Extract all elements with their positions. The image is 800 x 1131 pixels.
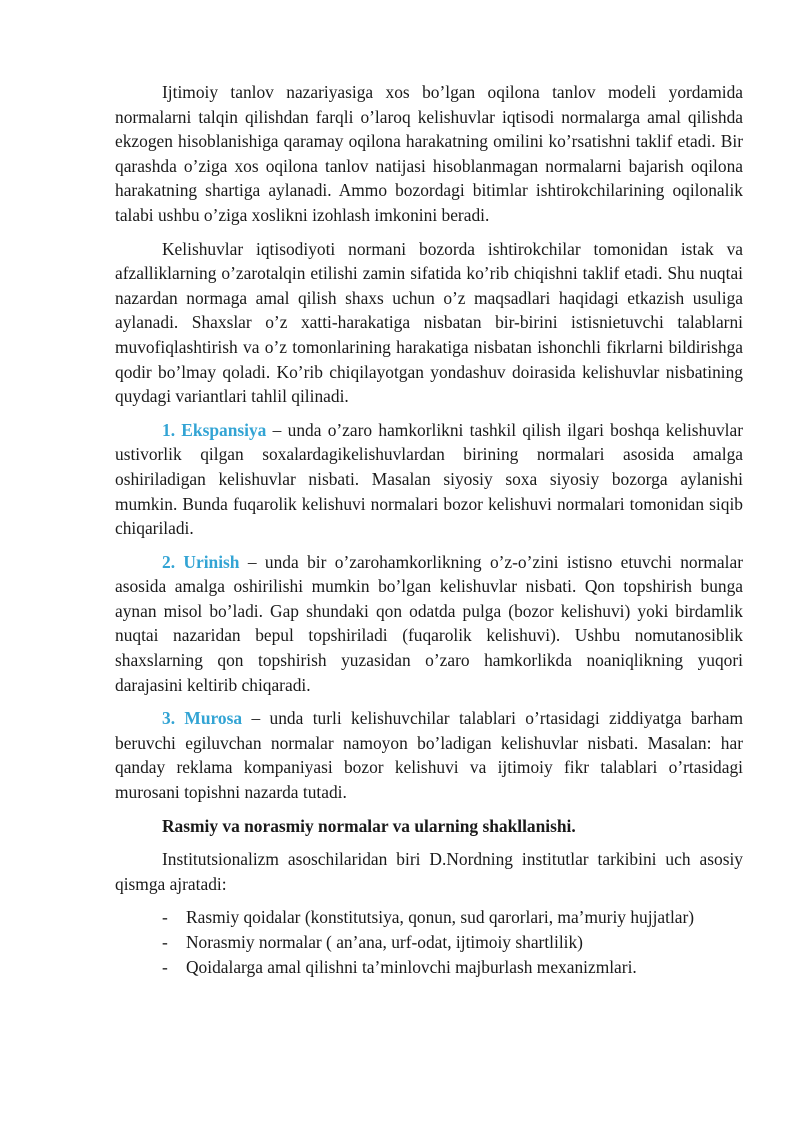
components-list <box>115 905 743 979</box>
list-item-text: Rasmiy qoidalar (konstitutsiya, qonun, sud qarorlari, ma’muriy hujjatlar) <box>186 907 695 928</box>
term-murosa: 3. Murosa <box>162 708 243 729</box>
item-murosa <box>115 706 743 804</box>
list-item <box>162 905 743 930</box>
section-heading: Rasmiy va norasmiy normalar va ularning shakllanishi. <box>162 815 576 836</box>
term-ekspansiya: 1. Ekspansiya <box>162 419 267 440</box>
term-urinish: 2. Urinish <box>162 551 240 572</box>
list-dash: - <box>162 907 168 928</box>
item-ekspansiya <box>115 418 743 541</box>
list-dash: - <box>162 956 168 977</box>
list-item <box>162 930 743 955</box>
paragraph-intro: Ijtimoiy tanlov nazariyasiga xos bo’lgan oqilona tanlov modeli yordamida normalarni talqin qilishdan farqli o’laroq kelishuvlar iqtisodi normalarga amal qilishda ekzogen hisoblanishiga qaramay oqilona harakatning omilini ko’rsatishni taklif etadi. Bir qarashda o’ziga xos oqilona tanlov natijasi hisoblanmagan normalarni bajarish oqilona harakatning shartiga aylanadi. Ammo bozordagi bitimlar ishtirokchilarining oqilonalik talabi ushbu o’ziga xoslikni izohlash imkonini beradi. <box>115 82 743 225</box>
paragraph-institutsionalizm: Institutsionalizm asoschilaridan biri D.Nordning institutlar tarkibini uch asosiy qismga ajratadi: <box>115 849 743 894</box>
paragraph-kelishuvlar: Kelishuvlar iqtisodiyoti normani bozorda ishtirokchilar tomonidan istak va afzalliklarning o’zarotalqin etilishi zamin sifatida ko’rib chiqishni taklif etadi. Shu nuqtai nazardan normaga amal qilish shaxs uchun o’z maqsadlari haqidagi etkazish usuliga aylanadi. Shaxslar o’z xatti-harakatiga nisbatan bir-birini istisnietuvchi talablarni muvofiqlashtirish va o’z tomonlarining harakatiga nisbatan ishonchli fikrlarni bildirishga qodir bo’lmay qoladi. Ko’rib chiqilayotgan yondashuv doirasida kelishuvlar nisbatining quydagi variantlari tahlil qilinadi. <box>115 238 743 407</box>
list-item-text: Qoidalarga amal qilishni ta’minlovchi majburlash mexanizmlari. <box>186 956 637 977</box>
item-urinish-text: – unda bir o’zarohamkorlikning o’z-o’zini istisno etuvchi normalar asosida amalga oshirilishi mumkin bo’lgan kelishuvlar nisbati. Qon topshirish bunga aynan misol bo’ladi. Gap shundaki qon odatda pulga (bozor kelishuvi) yoki birdamlik nuqtai nazaridan bepul topshiriladi (fuqarolik kelishuvi). Ushbu nomutanosiblik shaxslarning qon topshirish yuzasidan o’zaro hamkorlikda noaniqlikning yuqori darajasini keltirib chiqaradi. <box>115 551 743 695</box>
item-ekspansiya-text: – unda o’zaro hamkorlikni tashkil qilish ilgari boshqa kelishuvlar ustivorlik qilgan soxalardagikelishuvlardan birining normalari asosida amalga oshiriladigan kelishuvlar nisbati. Masalan siyosiy soxa siyosiy bozorga aylanishi mumkin. Bunda fuqarolik kelishuvi normalari bozor kelishuvi normalari tomonidan siqib chiqariladi. <box>115 419 743 539</box>
list-dash: - <box>162 932 168 952</box>
item-murosa-text: – unda turli kelishuvchilar talablari o’rtasidagi ziddiyatga barham beruvchi egiluvchan normalar namoyon bo’ladigan kelishuvlar nisbati. Masalan: har qanday reklama kompaniyasi bozor kelishuvi va ijtimoiy fikr talablari o’rtasidagi murosani topishni nazarda tutadi. <box>115 708 743 803</box>
list-item <box>162 955 743 980</box>
list-item-text: Norasmiy normalar ( an’ana, urf-odat, ijtimoiy shartlilik) <box>186 932 583 952</box>
item-urinish <box>115 550 743 698</box>
